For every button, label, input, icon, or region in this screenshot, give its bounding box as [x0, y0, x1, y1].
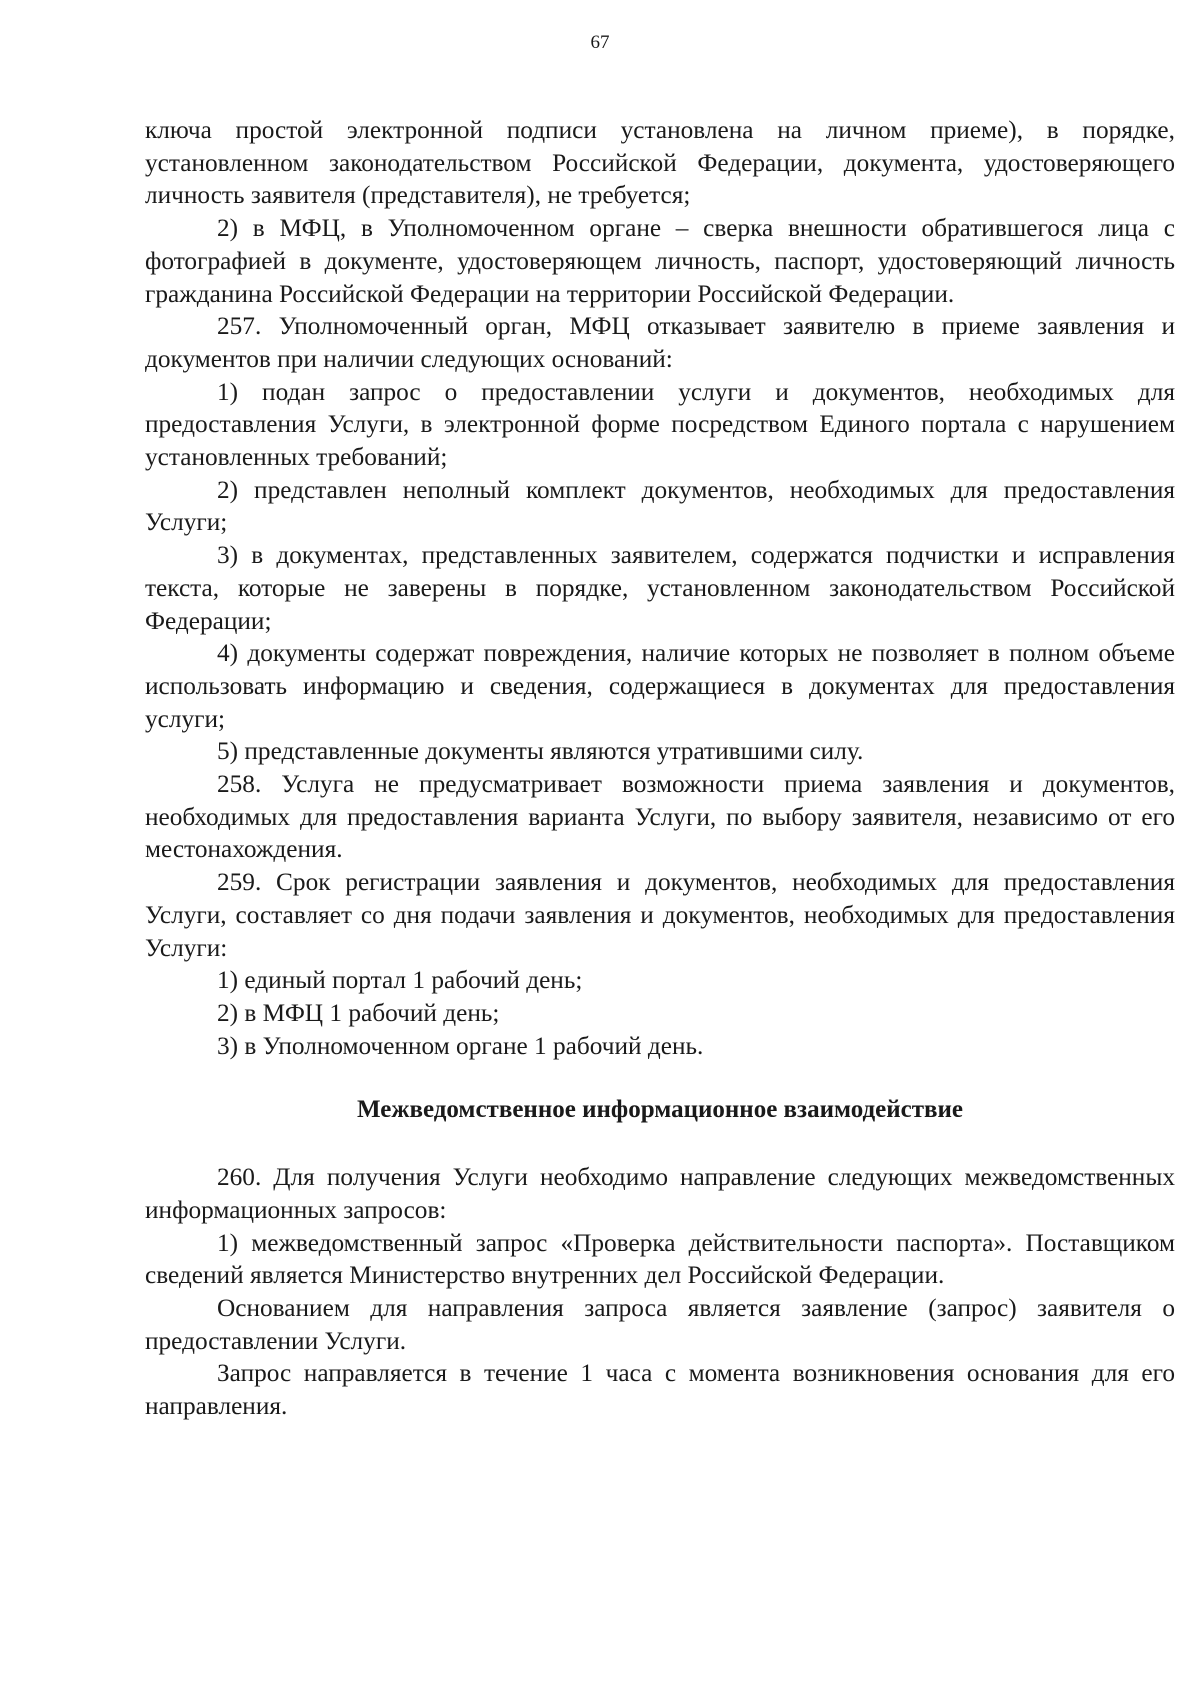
paragraphs-bottom: [145, 1161, 1175, 1423]
paragraph: 3) в документах, представленных заявителем, содержатся подчистки и исправления текста, которые не заверены в порядке, установленном законодательством Российской Федерации;: [145, 541, 1175, 635]
paragraph: Основанием для направления запроса является заявление (запрос) заявителя о предоставлении Услуги.: [145, 1293, 1175, 1355]
paragraph: 258. Услуга не предусматривает возможности приема заявления и документов, необходимых для предоставления варианта Услуги, по выбору заявителя, независимо от его местонахождения.: [145, 770, 1175, 864]
paragraph: 257. Уполномоченный орган, МФЦ отказывает заявителю в приеме заявления и документов при наличии следующих оснований:: [145, 312, 1175, 373]
paragraph: 259. Срок регистрации заявления и документов, необходимых для предоставления Услуги, составляет со дня подачи заявления и документов, необходимых для предоставления Услуги:: [145, 868, 1175, 962]
paragraph: ключа простой электронной подписи установлена на личном приеме), в порядке, установленном законодательством Российской Федерации, документа, удостоверяющего личность заявителя (представителя), не требуется;: [145, 116, 1175, 210]
page-number: 67: [590, 32, 610, 53]
paragraph: 1) единый портал 1 рабочий день;: [217, 966, 583, 995]
paragraph: 4) документы содержат повреждения, наличие которых не позволяет в полном объеме использовать информацию и сведения, содержащиеся в документах для предоставления услуги;: [145, 639, 1175, 733]
paragraph: 260. Для получения Услуги необходимо направление следующих межведомственных информационных запросов:: [145, 1163, 1175, 1224]
paragraph: 3) в Уполномоченном органе 1 рабочий день.: [217, 1031, 704, 1060]
document-body: [145, 114, 1175, 1423]
paragraph: 1) подан запрос о предоставлении услуги и документов, необходимых для предоставления Услуги, в электронной форме посредством Единого портала с нарушением установленных требований;: [145, 377, 1175, 472]
paragraph: 2) представлен неполный комплект документов, необходимых для предоставления Услуги;: [145, 475, 1175, 537]
section-heading: Межведомственное информационное взаимодействие: [357, 1096, 963, 1124]
paragraph: 2) в МФЦ, в Уполномоченном органе – сверка внешности обратившегося лица с фотографией в документе, удостоверяющем личность, паспорт, удостоверяющий личность гражданина Российской Федерации на территории Российской Федерации.: [145, 214, 1175, 308]
paragraph: Запрос направляется в течение 1 часа с момента возникновения основания для его направления.: [145, 1359, 1175, 1421]
paragraph: 2) в МФЦ 1 рабочий день;: [217, 998, 500, 1027]
paragraph: 1) межведомственный запрос «Проверка действительности паспорта». Поставщиком сведений является Министерство внутренних дел Российской Федерации.: [145, 1228, 1175, 1290]
paragraph: 5) представленные документы являются утратившими силу.: [217, 737, 864, 766]
paragraphs-top: [145, 114, 1175, 1062]
